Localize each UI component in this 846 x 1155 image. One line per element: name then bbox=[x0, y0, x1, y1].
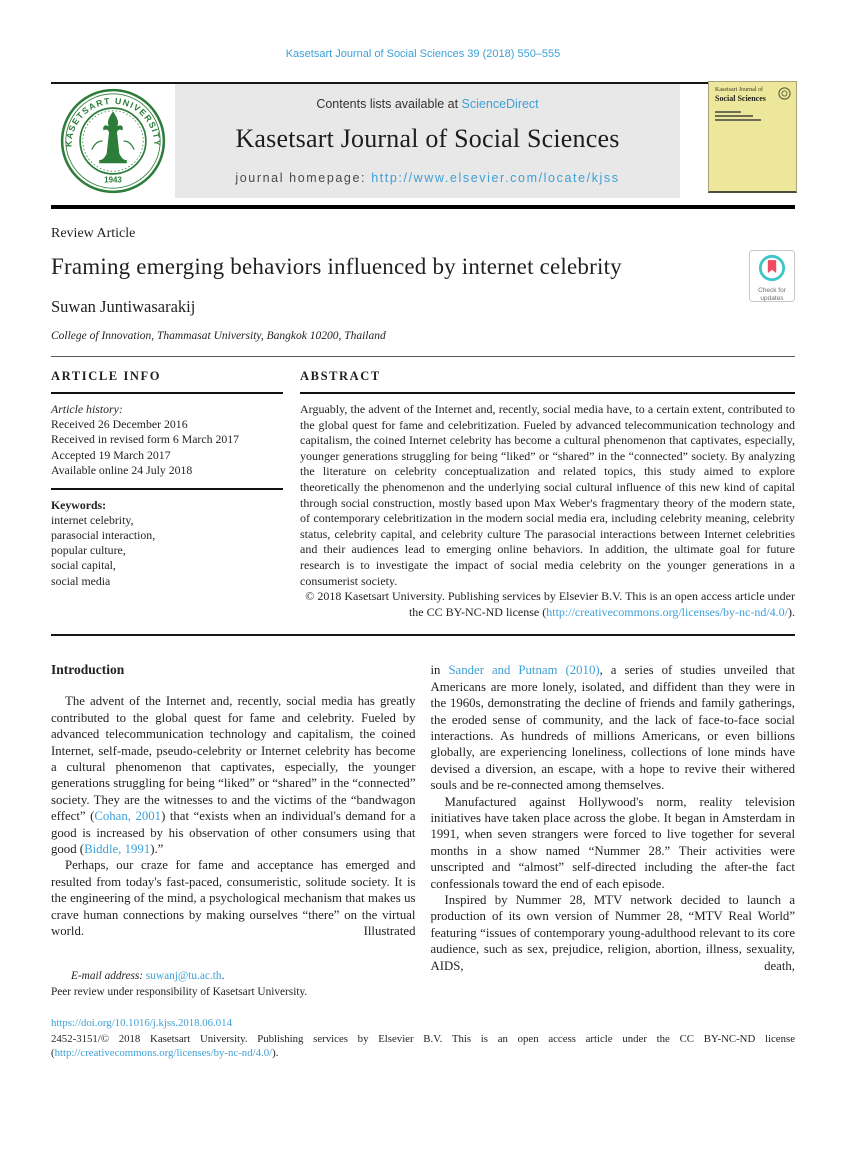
abstract-copyright bbox=[300, 589, 795, 620]
journal-banner bbox=[175, 84, 680, 198]
header-bottom-rule bbox=[51, 205, 795, 209]
inline-link[interactable]: Cohan, 2001 bbox=[94, 809, 162, 824]
body-paragraph bbox=[431, 892, 796, 974]
text-segment: E-mail address: bbox=[71, 970, 146, 983]
right-column bbox=[431, 662, 796, 1000]
kasetsart-university-emblem-icon bbox=[60, 88, 166, 194]
logo-year: 1943 bbox=[104, 175, 122, 185]
text-segment: 2452-3151/© 2018 Kasetsart University. Publishing services by Elsevier B.V. This is an open access article under the CC BY-NC-ND license ( bbox=[51, 1032, 795, 1059]
text-segment: © 2018 Kasetsart University. Publishing services by Elsevier B.V. This is an open access article under the CC BY-NC-ND license ( bbox=[305, 589, 795, 619]
masthead bbox=[51, 84, 795, 198]
body-paragraph bbox=[51, 693, 416, 857]
keyword-item: popular culture, bbox=[51, 543, 126, 558]
author-affiliation: College of Innovation, Thammasat University, Bangkok 10200, Thailand bbox=[51, 330, 386, 342]
body-paragraph bbox=[51, 857, 416, 939]
footnote bbox=[51, 969, 416, 999]
article-type-label: Review Article bbox=[51, 226, 136, 241]
check-updates-label: Check for updates bbox=[758, 287, 786, 302]
contents-prefix: Contents lists available at bbox=[316, 97, 462, 111]
journal-title: Kasetsart Journal of Social Sciences bbox=[235, 124, 620, 153]
email-footnote bbox=[51, 969, 416, 984]
text-segment: , a series of studies unveiled that Americans are more lonely, isolated, and diffident than they were in the 1960s, demonstrating the decline of friends and family gatherings, the eroded sense of community, and the lack of face-to-face social interactions. As hundreds of millions Americans, or even billions globally, are experiencing loneliness, collections of lone minds have devised a diversion, an escape, with a hope to revive their withered souls and be re-connected among themselves. bbox=[430, 663, 795, 793]
abstract-column bbox=[300, 369, 795, 620]
text-segment: Perhaps, our craze for fame and acceptance has emerged and resulted from today's fast-paced, consumeristic, solitude society. It is the engineering of the mind, a psychological mechanism that makes us crave human connections by making ourselves “there” on the virtual world. Illustrated bbox=[51, 858, 416, 938]
body-paragraph bbox=[431, 662, 796, 793]
inline-link[interactable]: http://creativecommons.org/licenses/by-nc-nd/4.0/ bbox=[54, 1046, 273, 1059]
title-separator-rule bbox=[51, 356, 795, 357]
keyword-item: parasocial interaction, bbox=[51, 527, 156, 542]
cover-emblem-icon bbox=[778, 87, 791, 100]
journal-cover-thumbnail[interactable] bbox=[708, 81, 797, 193]
text-segment: in bbox=[430, 663, 449, 678]
license-text bbox=[51, 1032, 795, 1060]
text-segment: The advent of the Internet and, recently, social media has greatly contributed to the global quest for fame and celebrity. Fueled by advanced telecommunication technology and capitalism, the coined Internet, self-made, pseudo-celebrity or Internet celebrity has become a cultural phenomenon that captivates, especially, the younger generations struggling for being “liked” or “shared” in the “connected” society. They are the witnesses to and the victims of the “bandwagon effect” ( bbox=[51, 694, 416, 824]
inline-link[interactable]: Biddle, 1991 bbox=[84, 841, 151, 856]
check-updates-badge[interactable] bbox=[749, 250, 795, 302]
homepage-line bbox=[175, 171, 680, 185]
homepage-prefix: journal homepage: bbox=[235, 171, 372, 185]
cover-fineprint bbox=[715, 111, 791, 121]
keywords-rule bbox=[51, 488, 283, 490]
text-segment: ) that “exists when an individual's demand for a good is increased by his observation of other consumers using that good ( bbox=[51, 809, 416, 856]
keywords-label: Keywords: bbox=[51, 497, 107, 512]
article-info-rule bbox=[51, 392, 283, 394]
contents-line bbox=[175, 97, 680, 111]
article-title: Framing emerging behaviors influenced by internet celebrity bbox=[51, 254, 622, 279]
article-info-heading: ARTICLE INFO bbox=[51, 369, 162, 383]
doi-link[interactable]: https://doi.org/10.1016/j.kjss.2018.06.014 bbox=[51, 1016, 232, 1029]
keyword-item: internet celebrity, bbox=[51, 512, 134, 527]
peer-review-footnote: Peer review under responsibility of Kasetsart University. bbox=[51, 985, 308, 998]
journal-homepage-link[interactable]: http://www.elsevier.com/locate/kjss bbox=[371, 171, 620, 185]
logo-ornament bbox=[99, 111, 127, 163]
inline-link[interactable]: http://creativecommons.org/licenses/by-nc-nd/4.0/ bbox=[546, 604, 788, 619]
university-logo bbox=[51, 84, 175, 198]
abstract-text: Arguably, the advent of the Internet and, recently, social media have, to a certain extent, contributed to the global quest for fame and celebritization. Fueled by advanced telecommunication technology and capitalism, the coined Internet celebrity has become a cultural phenomenon that captivates, especially, younger generations struggling for being “liked” or “shared” in the “connected” society. By analyzing the literature on celebrity conceptualization and related topics, this study aimed to explore theoretically the phenomenon and the underlying social cultural influence of this new kind of capital through social construction, mostly based upon Max Weber's fragmentary theory of the modern state, of contemporary celebritization in the modern social media era, including celebrity meaning, celebrity status, celebrity capital, and celebrity culture The parasocial interactions between Internet celebrities and their audiences lead to emerging online behaviors. In addition, the ultimate goal for future research is to investigate the impact of social media celebrity on the younger generations in a consumerist society. bbox=[300, 402, 795, 588]
introduction-heading: Introduction bbox=[51, 662, 125, 678]
text-segment: . bbox=[221, 970, 225, 983]
left-column bbox=[51, 662, 416, 1000]
history-item: Received in revised form 6 March 2017 bbox=[51, 432, 240, 447]
text-segment: ).” bbox=[150, 841, 164, 856]
cover-title-line1: Kasetsart Journal of bbox=[715, 87, 763, 93]
abstract-rule bbox=[300, 392, 795, 394]
article-body bbox=[51, 662, 795, 1000]
logo-arc-text: KASETSART UNIVERSITY bbox=[63, 95, 163, 148]
cover-area bbox=[680, 84, 795, 198]
text-segment: ). bbox=[272, 1046, 279, 1059]
abstract-bottom-rule bbox=[51, 634, 795, 636]
history-item: Accepted 19 March 2017 bbox=[51, 447, 171, 462]
body-paragraph bbox=[431, 794, 796, 892]
history-item: Available online 24 July 2018 bbox=[51, 462, 193, 477]
inline-link[interactable]: Sander and Putnam (2010) bbox=[448, 663, 600, 678]
crossmark-icon bbox=[758, 254, 786, 282]
text-segment: Inspired by Nummer 28, MTV network decided to launch a production of its own version of Nummer 28, “MTV Real World” featuring “issues of contemporary young-adulthood relevant to its core audience, such as sex, prejudice, religion, abortion, illness, sexuality, AIDS, death, bbox=[430, 893, 795, 973]
inline-link[interactable]: suwanj@tu.ac.th bbox=[145, 970, 222, 983]
text-segment: ). bbox=[788, 604, 795, 619]
keyword-item: social capital, bbox=[51, 558, 116, 573]
meta-section bbox=[51, 369, 795, 620]
keyword-item: social media bbox=[51, 573, 111, 588]
page-footer bbox=[51, 1017, 795, 1060]
text-segment: Manufactured against Hollywood's norm, reality television initiatives have taken place across the globe. It began in Amsterdam in 1991, when seven strangers were forced to live together for several months in a show named “Nummer 28.” Their activities were unscripted and “almost” self-directed including the after-the fact confessionals toward the end of each episode. bbox=[430, 794, 795, 891]
sciencedirect-link[interactable]: ScienceDirect bbox=[461, 97, 539, 111]
article-info-column bbox=[51, 369, 283, 620]
author-name: Suwan Juntiwasarakij bbox=[51, 297, 196, 316]
cover-title-line2: Social Sciences bbox=[715, 94, 766, 103]
history-label: Article history: bbox=[51, 402, 123, 416]
journal-citation-link[interactable]: Kasetsart Journal of Social Sciences 39 (2018) 550–555 bbox=[285, 48, 561, 60]
history-item: Received 26 December 2016 bbox=[51, 417, 188, 432]
abstract-heading: ABSTRACT bbox=[300, 369, 381, 383]
